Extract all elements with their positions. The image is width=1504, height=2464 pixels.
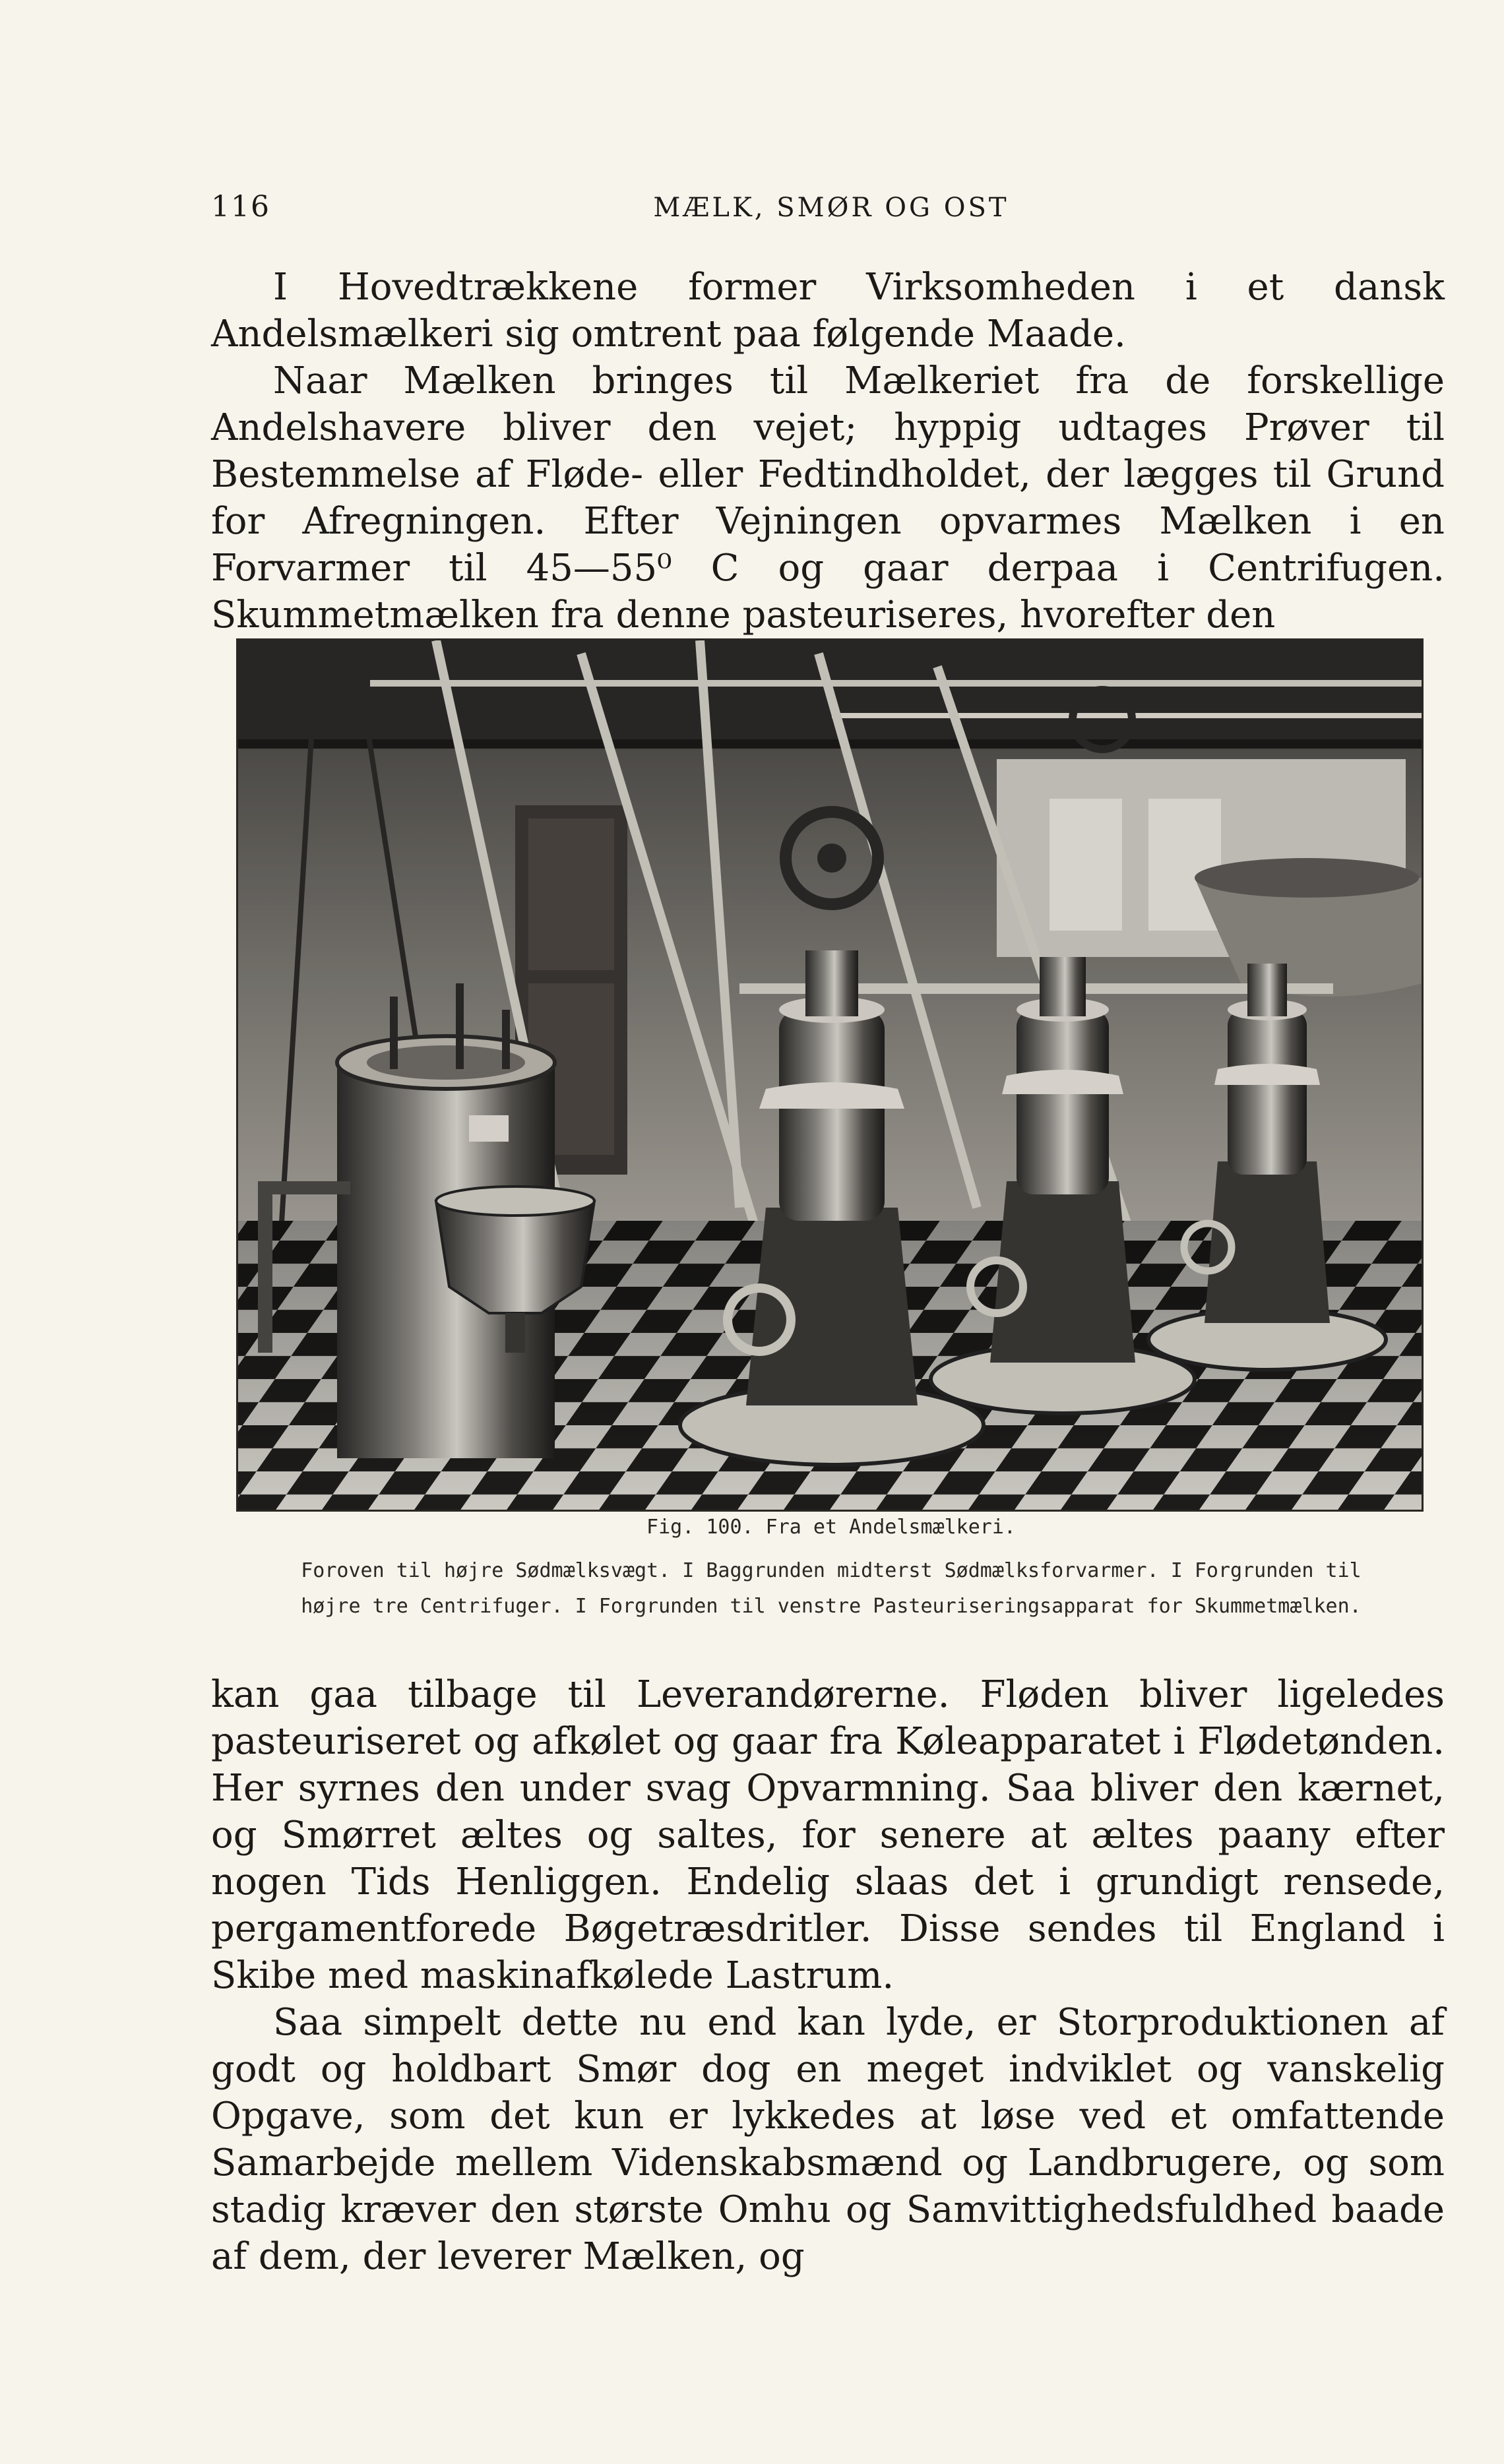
paragraph: Saa simpelt dette nu end kan lyde, er Storproduktionen af godt og holdbart Smør dog en meget indviklet og vanskelig Opgave, som det kun er lykkedes at løse ved et omfattende Samarbejde mellem Videnskabsmænd og Landbrugere, og som stadig kræver den største Omhu og Samvittighedsfuldhed baade af dem, der leverer Mælken, og xyxy=(211,2001,1445,2278)
photograph-dairy-interior xyxy=(236,638,1424,1512)
paragraph: I Hovedtrækkene former Virksomheden i et dansk Andelsmælkeri sig omtrent paa følgende Maade. xyxy=(211,266,1445,355)
figure-title: Fig. 100. Fra et Andelsmælkeri. xyxy=(646,1516,1016,1539)
figure-caption-line-1: Foroven til højre Sødmælksvægt. I Baggrunden midterst Sødmælksforvarmer. I Forgrunden til xyxy=(301,1559,1362,1582)
body-text-top xyxy=(211,264,1445,638)
paragraph: kan gaa tilbage til Leverandørerne. Fløden bliver ligeledes pasteuriseret og afkølet og gaar fra Køleapparatet i Flødetønden. Her syrnes den under svag Opvarmning. Saa bliver den kærnet, og Smørret æltes og saltes, for senere at æltes paany efter nogen Tids Henliggen. Endelig slaas det i grundigt rensede, pergamentforede Bøgetræsdritler. Disse sendes til England i Skibe med maskinafkølede Lastrum. xyxy=(211,1673,1445,1997)
page-header xyxy=(211,190,1451,230)
body-text-bottom xyxy=(211,1671,1445,2280)
page-number: 116 xyxy=(211,190,270,224)
dairy-photo-illustration xyxy=(238,640,1422,1510)
running-head: MÆLK, SMØR OG OST xyxy=(653,193,1009,223)
paragraph: Naar Mælken bringes til Mælkeriet fra de forskellige Andelshavere bliver den vejet; hyppig udtages Prøver til Bestemmelse af Fløde- eller Fedtindholdet, der lægges til Grund for Afregningen. Efter Vejningen opvarmes Mælken i en Forvarmer til 45—55⁰ C og gaar derpaa i Centrifugen. Skummetmælken fra denne pasteuriseres, hvorefter den xyxy=(211,359,1445,636)
figure-caption-line-2: højre tre Centrifuger. I Forgrunden til venstre Pasteuriseringsapparat for Skummetmælken. xyxy=(301,1595,1362,1618)
